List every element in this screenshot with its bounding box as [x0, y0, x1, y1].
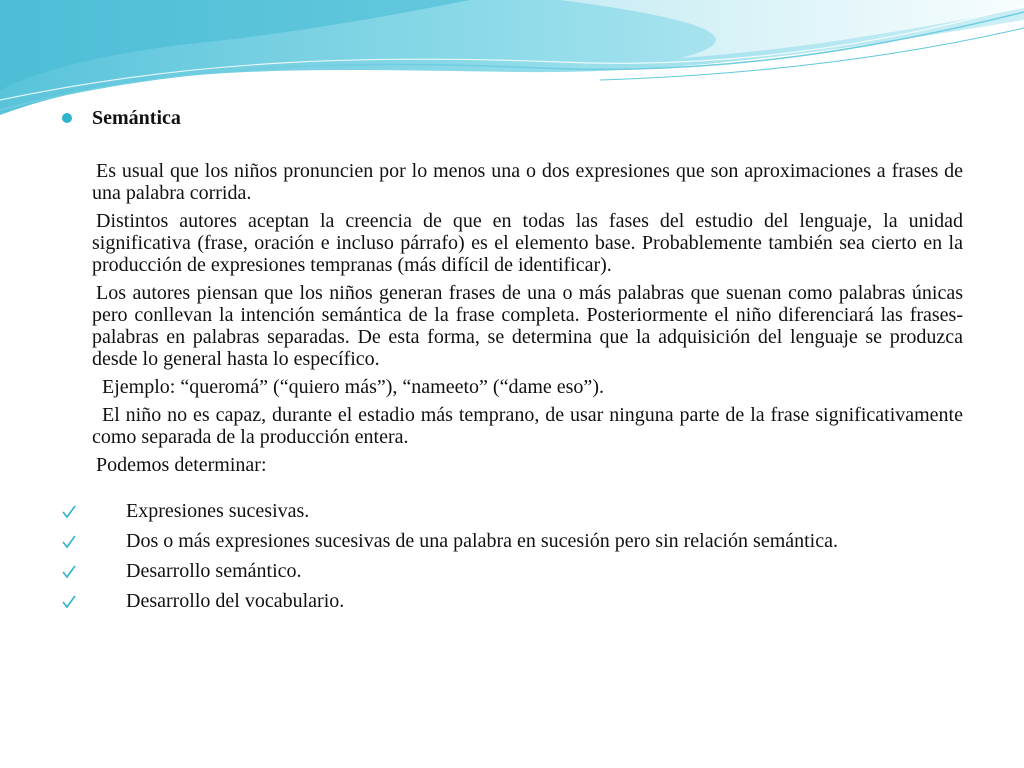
checkmark-icon: [62, 530, 126, 554]
heading-row: [62, 105, 181, 131]
checkmark-icon: [62, 590, 126, 614]
paragraph: El niño no es capaz, durante el estadio más temprano, de usar ninguna parte de la frase significativamente como separada de la producción entera.: [92, 404, 963, 448]
checklist-item-text: Expresiones sucesivas.: [126, 500, 310, 522]
content-block: [92, 160, 963, 482]
example-paragraph: Ejemplo: “queromá” (“quiero más”), “nameeto” (“dame eso”).: [102, 376, 604, 398]
bullet-dot-icon: [62, 113, 72, 123]
checkmark-icon: [62, 500, 126, 524]
checklist: [62, 500, 963, 620]
paragraph: Podemos determinar:: [96, 454, 267, 476]
checklist-item: [62, 590, 963, 614]
slide-heading: Semántica: [92, 107, 181, 129]
checklist-item-text: Desarrollo semántico.: [126, 560, 302, 582]
checkmark-icon: [62, 560, 126, 584]
checklist-item: [62, 560, 963, 584]
checklist-item-text: Desarrollo del vocabulario.: [126, 590, 345, 612]
checklist-item: [62, 530, 963, 554]
checklist-item-text: Dos o más expresiones sucesivas de una palabra en sucesión pero sin relación semántica.: [126, 530, 838, 552]
paragraph: Los autores piensan que los niños generan frases de una o más palabras que suenan como palabras únicas pero conllevan la intención semántica de la frase completa. Posteriormente el niño diferenciará las frases-palabras en palabras separadas. De esta forma, se determina que la adquisición del lenguaje se produzca desde lo general hasta lo específico.: [92, 282, 963, 370]
checklist-item: [62, 500, 963, 524]
paragraph: Distintos autores aceptan la creencia de que en todas las fases del estudio del lenguaje, la unidad significativa (frase, oración e incluso párrafo) es el elemento base. Probablemente también sea cierto en la producción de expresiones tempranas (más difícil de identificar).: [92, 210, 963, 276]
paragraph: Es usual que los niños pronuncien por lo menos una o dos expresiones que son aproximaciones a frases de una palabra corrida.: [92, 160, 963, 204]
